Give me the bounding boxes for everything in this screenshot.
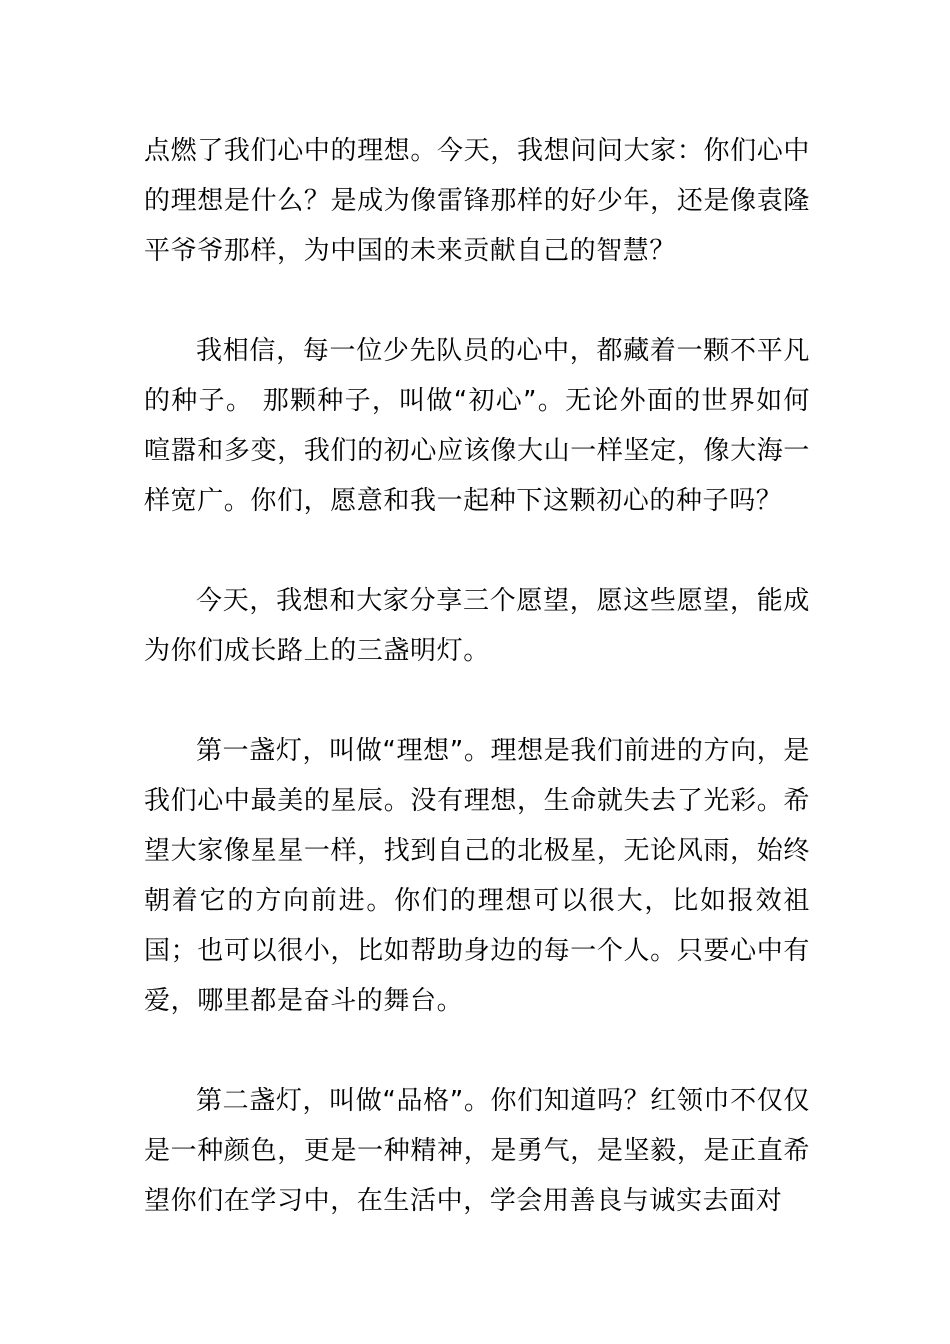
paragraph-1: 点燃了我们心中的理想。今天，我想问问大家：你们心中的理想是什么？是成为像雷锋那样的好少年，还是像袁隆平爷爷那样，为中国的未来贡献自己的智慧？ xyxy=(144,136,810,266)
paragraph-4: 第一盏灯，叫做“理想”。理想是我们前进的方向，是我们心中最美的星辰。没有理想，生命就失去了光彩。希望大家像星星一样，找到自己的北极星，无论风雨，始终朝着它的方向前进。你们的理想可以很大，比如报效祖国；也可以很小，比如帮助身边的每一个人。只要心中有爱，哪里都是奋斗的舞台。 xyxy=(144,736,810,1016)
paragraph-3: 今天，我想和大家分享三个愿望，愿这些愿望，能成为你们成长路上的三盏明灯。 xyxy=(144,586,810,666)
document-body xyxy=(144,126,810,1276)
paragraph-2: 我相信，每一位少先队员的心中，都藏着一颗不平凡的种子。 那颗种子，叫做“初心”。无论外面的世界如何喧嚣和多变，我们的初心应该像大山一样坚定，像大海一样宽广。你们，愿意和我一起种下这颗初心的种子吗？ xyxy=(144,336,810,516)
paragraph-5: 第二盏灯，叫做“品格”。你们知道吗？红领巾不仅仅是一种颜色，更是一种精神，是勇气，是坚毅，是正直希望你们在学习中，在生活中，学会用善良与诚实去面对 xyxy=(144,1086,810,1216)
